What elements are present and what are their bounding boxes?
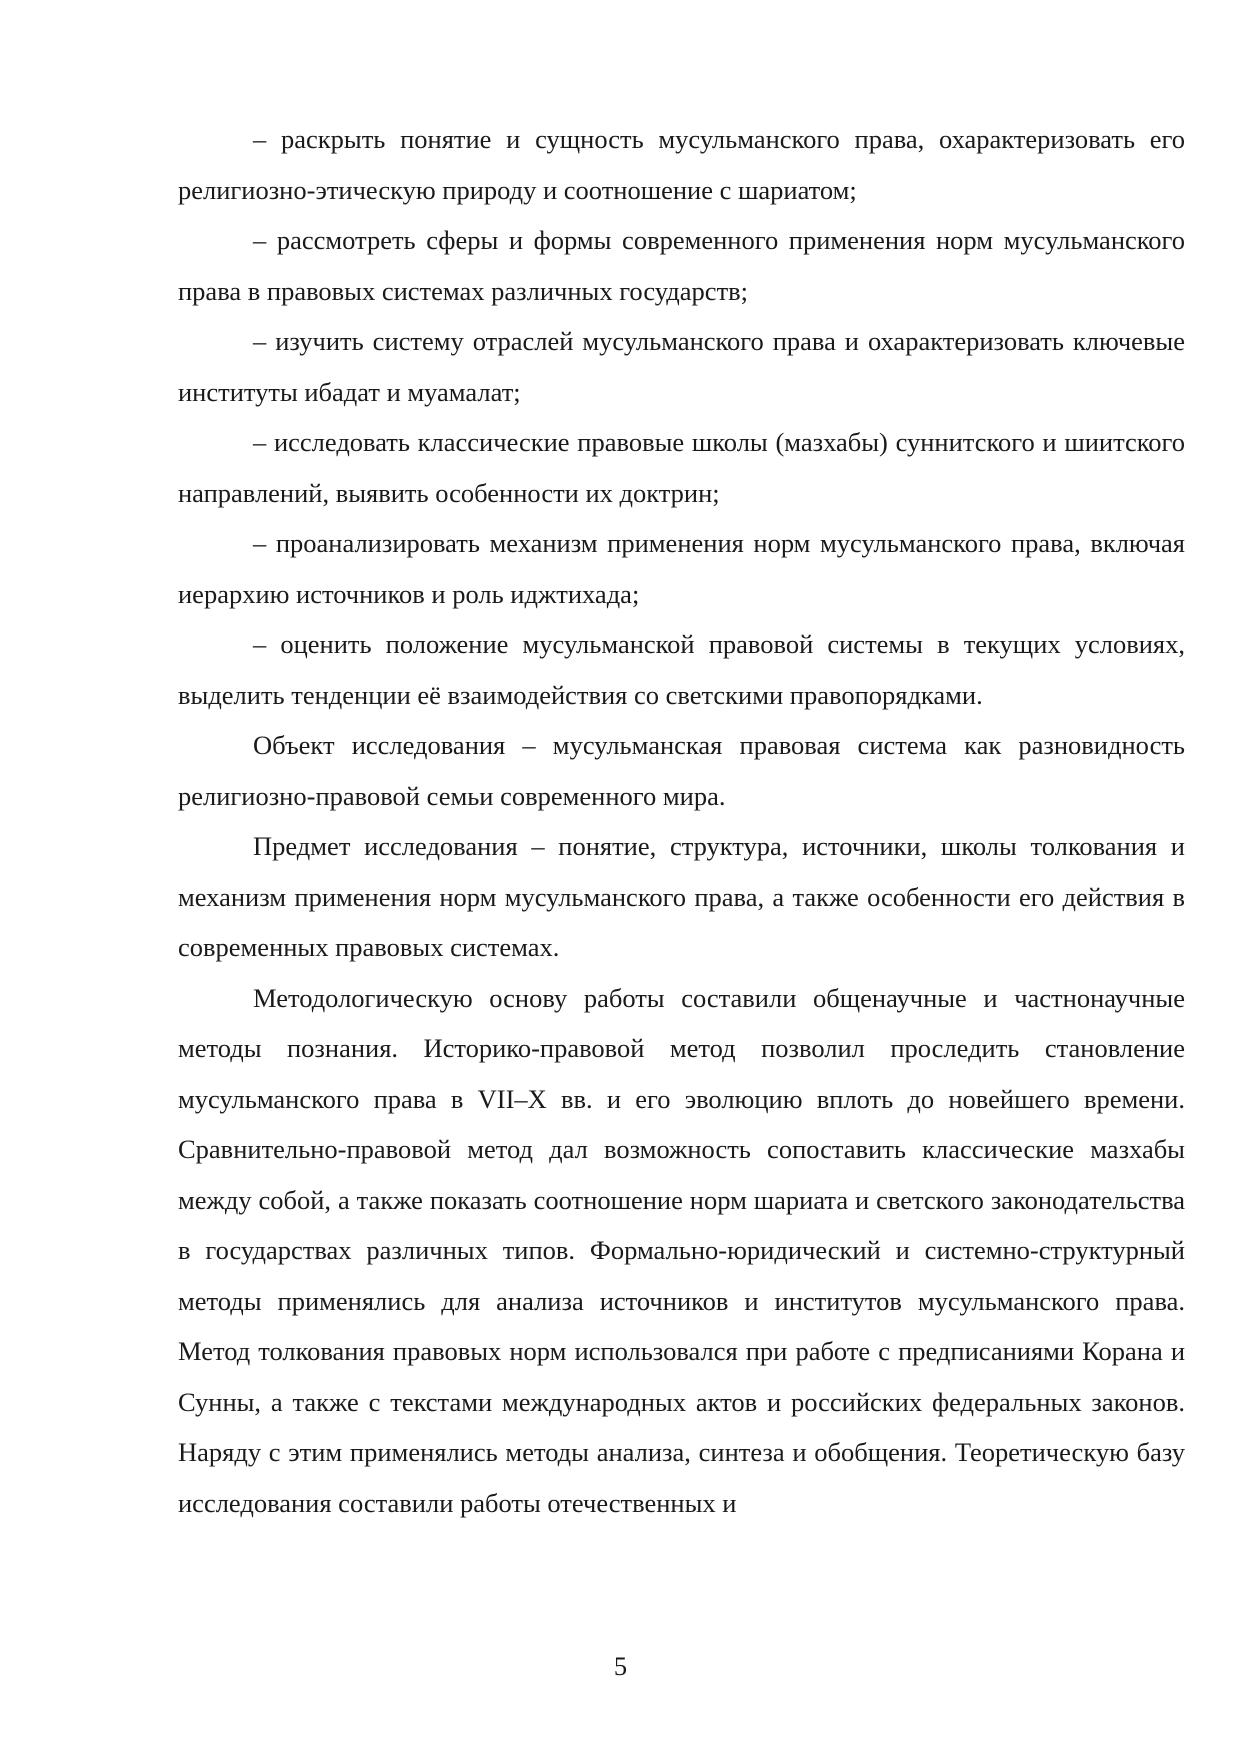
task-paragraph-2: – рассмотреть сферы и формы современного применения норм мусульманского права в правовых системах различных государств;	[178, 225, 1185, 306]
text-body	[178, 114, 1185, 1528]
methodology-paragraph: Методологическую основу работы составили общенаучные и частнонаучные методы познания. Историко-правовой метод позволил проследить становление мусульманского права в VII–X вв. и его эволюцию вплоть до новейшего времени. Сравнительно-правовой метод дал возможность сопоставить классические мазхабы между собой, а также показать соотношение норм шариата и светского законодательства в государствах различных типов. Формально-юридический и системно-структурный методы применялись для анализа источников и институтов мусульманского права. Метод толкования правовых норм использовался при работе с предписаниями Корана и Сунны, а также с текстами международных актов и российских федеральных законов. Наряду с этим применялись методы анализа, синтеза и обобщения. Теоретическую базу исследования составили работы отечественных и	[178, 982, 1185, 1518]
page-number: 5	[613, 1651, 628, 1681]
task-paragraph-5: – проанализировать механизм применения норм мусульманского права, включая иерархию источников и роль иджтихада;	[178, 528, 1185, 609]
task-paragraph-6: – оценить положение мусульманской правовой системы в текущих условиях, выделить тенденции её взаимодействия со светскими правопорядками.	[178, 629, 1185, 710]
task-paragraph-1: – раскрыть понятие и сущность мусульманского права, охарактеризовать его религиозно-этическую природу и соотношение с шариатом;	[178, 124, 1185, 205]
task-paragraph-4: – исследовать классические правовые школы (мазхабы) суннитского и шиитского направлений, выявить особенности их доктрин;	[178, 427, 1185, 508]
task-paragraph-3: – изучить систему отраслей мусульманского права и охарактеризовать ключевые институты ибадат и муамалат;	[178, 326, 1185, 407]
subject-paragraph: Предмет исследования – понятие, структура, источники, школы толкования и механизм применения норм мусульманского права, а также особенности его действия в современных правовых системах.	[178, 831, 1185, 962]
object-paragraph: Объект исследования – мусульманская правовая система как разновидность религиозно-правовой семьи современного мира.	[178, 730, 1185, 811]
